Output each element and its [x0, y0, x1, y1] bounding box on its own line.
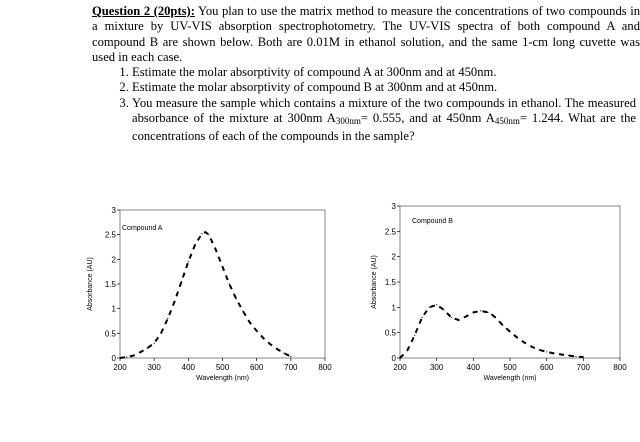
- chart1-x-tick-label-700: 700: [576, 363, 591, 372]
- chart1-x-tick-label-800: 800: [613, 363, 627, 372]
- chart0-data-point-5: [154, 343, 155, 344]
- question-intro: [92, 4, 640, 65]
- chart1-data-point-6: [443, 309, 444, 310]
- chart0-data-point-4: [147, 348, 148, 349]
- chart0-y-tick-label-3: 1.5: [104, 280, 116, 289]
- chart1-data-point-21: [546, 351, 547, 352]
- chart0-x-axis-label: Wavelength (nm): [195, 375, 250, 382]
- chart1-x-tick-label-500: 500: [503, 363, 517, 372]
- chart0-data-point-15: [215, 249, 216, 250]
- chart1-y-axis-label: Absorbance (AU): [371, 255, 378, 309]
- chart0-y-tick-label-1: 0.5: [104, 329, 116, 339]
- chart1-x-axis-label: Wavelength (nm): [483, 375, 537, 382]
- chart1-data-point-15: [502, 325, 503, 326]
- chart0-data-point-25: [283, 353, 284, 354]
- chart1-data-point-16: [509, 331, 510, 332]
- chart1-y-tick-label-4: 2: [391, 252, 396, 262]
- chart0-data-point-18: [236, 298, 237, 299]
- chart0-legend-0: Compound A: [122, 225, 163, 232]
- chart0-data-point-22: [263, 338, 264, 339]
- chart0-y-tick-label-2: 1: [111, 304, 116, 314]
- chart0-y-tick-label-5: 2.5: [104, 230, 116, 240]
- chart1-plot-frame: [400, 206, 620, 358]
- chart1-data-point-13: [491, 314, 492, 315]
- item3-pre: You measure the sample which contains a mixture of the two compounds in ethanol. The measured absorbance of the mixture at 300nm A: [132, 95, 636, 126]
- chart0-data-point-2: [133, 355, 134, 356]
- chart0-data-point-7: [167, 318, 168, 319]
- chart0-data-point-23: [270, 344, 271, 345]
- chart1-data-point-7: [451, 317, 452, 318]
- chart0-data-point-13: [205, 232, 206, 233]
- chart0-x-tick-label-500: 500: [215, 363, 230, 372]
- chart1-y-tick-label-2: 1: [391, 303, 396, 313]
- chart0-x-tick-label-200: 200: [113, 363, 127, 372]
- chart0-data-point-26: [290, 356, 291, 357]
- chart1-y-tick-label-3: 1.5: [384, 278, 396, 287]
- chart1-series-line-0: [400, 305, 583, 358]
- chart-compound-a: [80, 196, 340, 396]
- chart1-data-point-14: [495, 317, 496, 318]
- chart0-data-point-9: [181, 281, 182, 282]
- question-intro-text: You plan to use the matrix method to measure the concentrations of two compounds in a mixture by UV-VIS absorption spectrophotometry. The UV-VIS spectra of both compound A and compound B are shown below. Both are 0.01M in ethanol solution, and the same 1-cm long cuvette was used in each case.: [92, 4, 640, 64]
- chart1-data-point-26: [583, 356, 584, 357]
- chart1-data-point-11: [480, 310, 481, 311]
- chart0-data-point-0: [119, 357, 120, 358]
- chart0-data-point-3: [140, 352, 141, 353]
- chart1-data-point-2: [414, 335, 415, 336]
- chart0-data-point-1: [126, 356, 127, 357]
- chart1-data-point-18: [524, 342, 525, 343]
- chart1-data-point-23: [561, 354, 562, 355]
- chart0-y-axis-label: Absorbance (AU): [87, 257, 94, 311]
- chart1-data-point-5: [436, 304, 437, 305]
- question-list: [92, 65, 640, 144]
- chart0-y-tick-label-0: 0: [111, 354, 116, 363]
- chart1-x-tick-label-300: 300: [429, 363, 444, 372]
- item3-mid: = 0.555, and at 450nm A: [360, 111, 495, 126]
- chart1-x-tick-label-200: 200: [393, 363, 407, 372]
- chart1-y-tick-label-6: 3: [391, 202, 396, 211]
- question-item-2: 2. Estimate the molar absorptivity of compound B at 300nm and at 450nm.: [132, 80, 640, 95]
- chart0-data-point-6: [160, 333, 161, 334]
- chart1-x-tick-label-400: 400: [466, 363, 481, 372]
- question-item-3: [132, 96, 640, 145]
- chart0-data-point-24: [277, 349, 278, 350]
- chart0-x-tick-label-800: 800: [318, 363, 332, 372]
- chart0-data-point-21: [256, 330, 257, 331]
- chart0-data-point-10: [188, 261, 189, 262]
- chart-compound-a-svg: [80, 196, 340, 396]
- chart1-data-point-20: [539, 349, 540, 350]
- chart0-y-tick-label-4: 2: [111, 255, 116, 265]
- chart0-x-tick-label-400: 400: [181, 363, 196, 372]
- chart0-x-tick-label-600: 600: [249, 363, 264, 372]
- chart0-series-line-0: [120, 232, 291, 358]
- chart1-data-point-3: [421, 317, 422, 318]
- chart0-data-point-20: [249, 322, 250, 323]
- chart1-data-point-25: [575, 356, 576, 357]
- chart1-legend-0: Compound B: [412, 218, 453, 225]
- chart0-plot-frame: [120, 210, 325, 358]
- question-item-1: 1. Estimate the molar absorptivity of compound A at 300nm and at 450nm.: [132, 65, 640, 80]
- question-title: Question 2 (20pts):: [92, 4, 195, 18]
- chart1-data-point-1: [407, 350, 408, 351]
- chart1-data-point-19: [531, 346, 532, 347]
- chart0-x-tick-label-700: 700: [284, 363, 298, 372]
- item3-post: = 1.244. What are the concentrations of each of the compounds in the sample?: [132, 111, 636, 144]
- chart0-data-point-17: [229, 283, 230, 284]
- chart-compound-b: [366, 196, 630, 396]
- chart1-y-tick-label-1: 0.5: [384, 328, 396, 338]
- chart0-x-tick-label-300: 300: [147, 363, 161, 372]
- chart1-data-point-12: [487, 312, 488, 313]
- chart1-data-point-9: [465, 316, 466, 317]
- chart1-y-tick-label-5: 2.5: [384, 227, 396, 237]
- question-text: [92, 4, 640, 145]
- chart0-data-point-14: [208, 234, 209, 235]
- chart0-data-point-16: [222, 266, 223, 267]
- chart1-data-point-10: [473, 312, 474, 313]
- chart0-data-point-11: [195, 244, 196, 245]
- chart1-data-point-24: [568, 355, 569, 356]
- item3-sub-300: 300nm: [335, 116, 361, 127]
- chart1-data-point-0: [399, 357, 400, 358]
- chart0-data-point-12: [201, 233, 202, 234]
- chart1-data-point-22: [553, 353, 554, 354]
- chart0-data-point-19: [242, 311, 243, 312]
- chart-compound-b-svg: [366, 196, 630, 396]
- chart1-data-point-8: [458, 319, 459, 320]
- chart0-y-tick-label-6: 3: [111, 206, 116, 215]
- chart1-x-tick-label-600: 600: [539, 363, 554, 372]
- chart0-data-point-8: [174, 301, 175, 302]
- chart1-data-point-17: [517, 337, 518, 338]
- item3-sub-450: 450nm: [494, 116, 520, 127]
- chart1-data-point-4: [429, 307, 430, 308]
- chart1-y-tick-label-0: 0: [391, 354, 396, 363]
